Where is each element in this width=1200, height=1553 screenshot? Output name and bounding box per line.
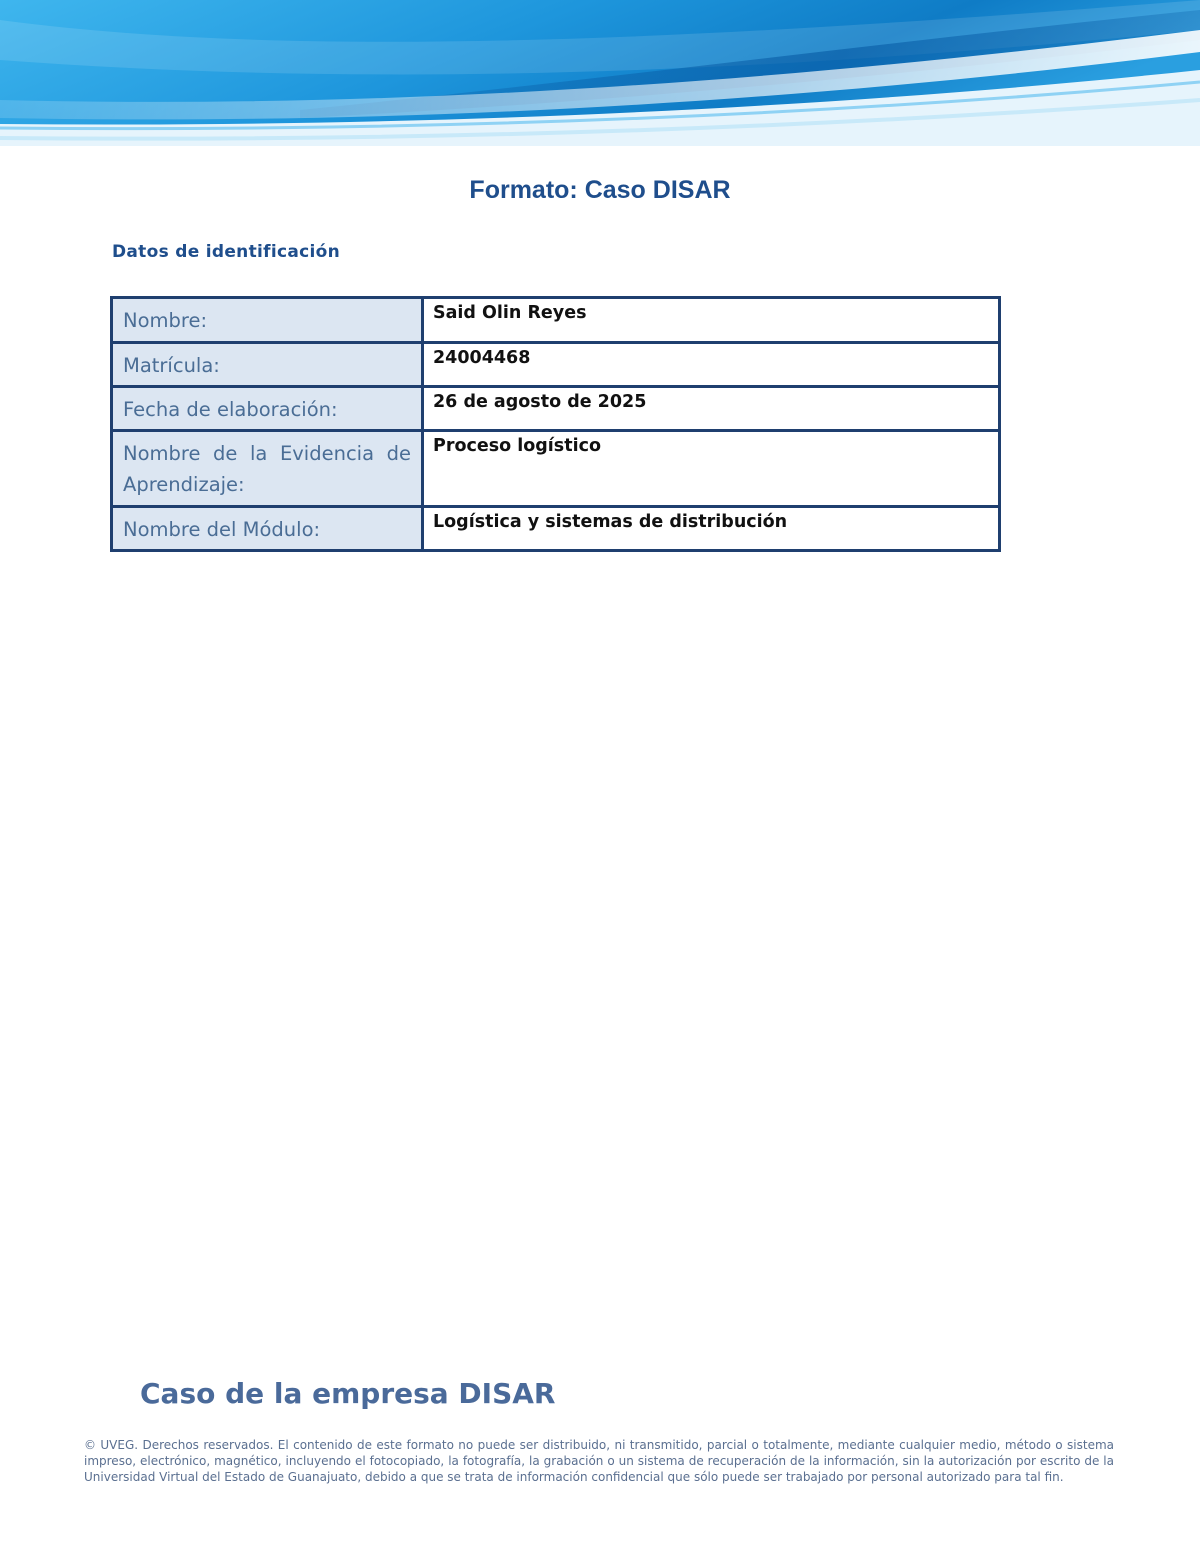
value-evidencia: Proceso logístico	[423, 431, 1000, 507]
value-matricula: 24004468	[423, 343, 1000, 387]
header-banner-image	[0, 0, 1200, 146]
table-row	[112, 507, 1000, 551]
table-row	[112, 298, 1000, 343]
table-row	[112, 431, 1000, 507]
value-fecha: 26 de agosto de 2025	[423, 387, 1000, 431]
footer-title: Caso de la empresa DISAR	[140, 1377, 556, 1410]
value-nombre: Said Olin Reyes	[423, 298, 1000, 343]
label-fecha: Fecha de elaboración:	[112, 387, 423, 431]
label-evidencia: Nombre de la Evidencia de Aprendizaje:	[112, 431, 423, 507]
table-row	[112, 343, 1000, 387]
label-nombre: Nombre:	[112, 298, 423, 343]
identification-table	[110, 296, 1001, 552]
table-row	[112, 387, 1000, 431]
footer-legal-notice: © UVEG. Derechos reservados. El contenido de este formato no puede ser distribuido, ni transmitido, parcial o totalmente, mediante cualquier medio, método o sistema impreso, electrónico, magnético, incluyendo el fotocopiado, la fotografía, la grabación o un sistema de recuperación de la información, sin la autorización por escrito de la Universidad Virtual del Estado de Guanajuato, debido a que se trata de información confidencial que sólo puede ser trabajado por personal autorizado para tal fin.	[84, 1438, 1114, 1484]
section-heading: Datos de identificación	[112, 242, 340, 262]
value-modulo: Logística y sistemas de distribución	[423, 507, 1000, 551]
label-matricula: Matrícula:	[112, 343, 423, 387]
document-title: Formato: Caso DISAR	[469, 176, 731, 204]
label-modulo: Nombre del Módulo:	[112, 507, 423, 551]
